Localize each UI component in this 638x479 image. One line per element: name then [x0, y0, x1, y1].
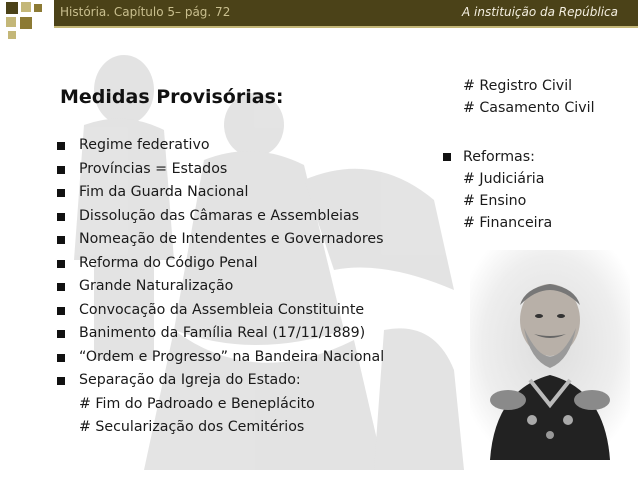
list-item: [55, 158, 384, 182]
corner-square: [6, 2, 18, 14]
corner-square: [8, 31, 16, 39]
list-item: [55, 369, 384, 440]
bullet-square-icon: [57, 377, 65, 385]
chapter-reference: História. Capítulo 5– pág. 72: [60, 5, 231, 19]
reforms-block: [443, 146, 552, 234]
measures-list: [55, 134, 384, 440]
list-item-text: Regime federativo: [79, 137, 210, 153]
corner-square: [34, 4, 42, 12]
list-item-text: Separação da Igreja do Estado:: [79, 372, 301, 388]
right-item: # Casamento Civil: [463, 100, 595, 116]
list-item: [55, 134, 384, 158]
list-item: [55, 181, 384, 205]
bullet-square-icon: [57, 213, 65, 221]
bullet-square-icon: [57, 283, 65, 291]
right-item: # Registro Civil: [463, 78, 573, 94]
bullet-square-icon: [57, 260, 65, 268]
bullet-square-icon: [57, 166, 65, 174]
list-item-text: Convocação da Assembleia Constituinte: [79, 301, 365, 318]
bullet-square-icon: [57, 189, 65, 197]
civil-measures: [463, 75, 595, 119]
corner-square: [6, 17, 16, 27]
reforms-label: Reformas:: [463, 149, 535, 165]
list-item: [55, 346, 384, 370]
list-item-text: “Ordem e Progresso” na Bandeira Nacional: [79, 348, 385, 365]
list-item-text: Nomeação de Intendentes e Governadores: [79, 231, 384, 247]
portrait-image: [470, 250, 630, 460]
sub-item: # Fim do Padroado e Beneplácito: [79, 395, 315, 412]
slide-title: Medidas Provisórias:: [60, 86, 284, 108]
list-item-text: Fim da Guarda Nacional: [79, 184, 249, 200]
sub-item: # Secularização dos Cemitérios: [79, 419, 305, 435]
section-title: A instituição da República: [462, 5, 618, 19]
header-divider: [54, 26, 638, 28]
list-item: [55, 252, 384, 276]
list-item: [55, 299, 384, 323]
reform-item: # Financeira: [463, 215, 553, 231]
list-item: [55, 275, 384, 299]
list-item-text: Dissolução das Câmaras e Assembleias: [79, 207, 360, 224]
bullet-square-icon: [443, 153, 451, 161]
list-item-text: Banimento da Família Real (17/11/1889): [79, 325, 366, 341]
corner-square: [20, 17, 32, 29]
list-item: [55, 205, 384, 229]
list-item: [55, 228, 384, 252]
reform-item: # Ensino: [463, 193, 527, 209]
list-item-text: Províncias = Estados: [79, 160, 228, 177]
list-item-text: Reforma do Código Penal: [79, 254, 258, 271]
bullet-square-icon: [57, 236, 65, 244]
list-item-text: Grande Naturalização: [79, 278, 234, 294]
bullet-square-icon: [57, 307, 65, 315]
bullet-square-icon: [57, 330, 65, 338]
reform-item: # Judiciária: [463, 171, 545, 187]
bullet-square-icon: [57, 354, 65, 362]
list-item: [55, 322, 384, 346]
corner-square: [21, 2, 31, 12]
bullet-square-icon: [57, 142, 65, 150]
